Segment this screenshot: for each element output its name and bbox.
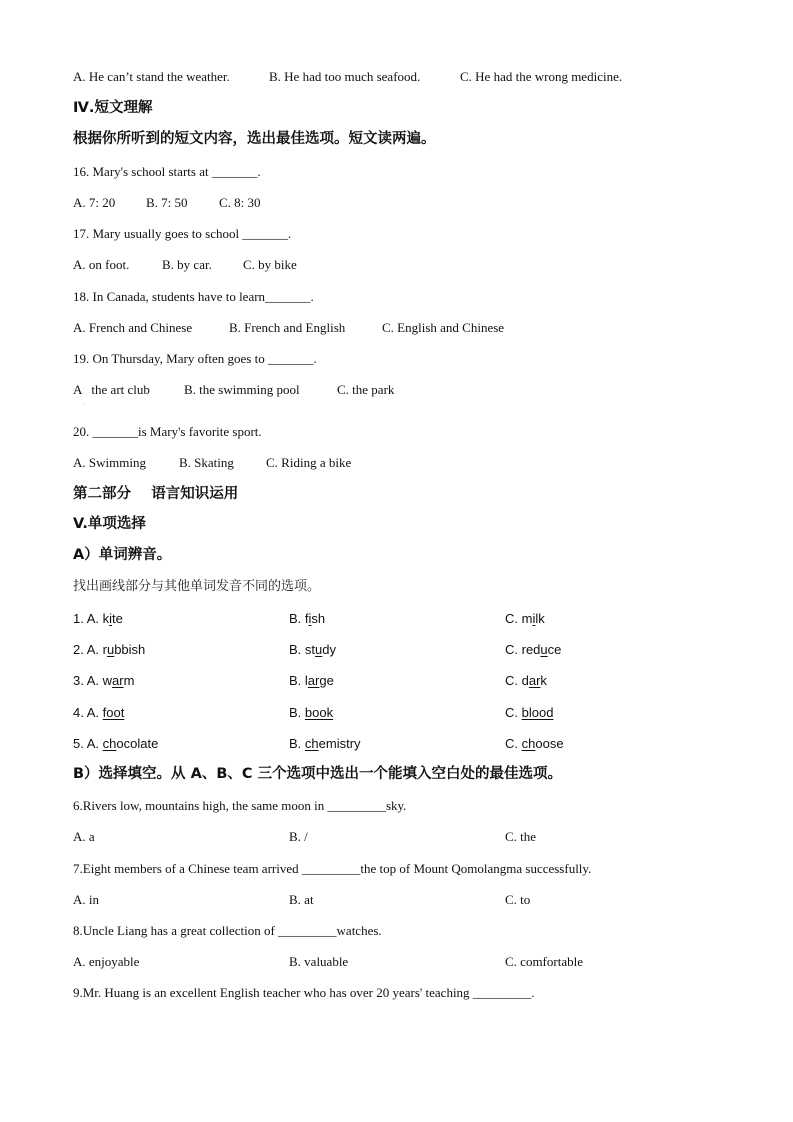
sub-a-instruction: 找出画线部分与其他单词发音不同的选项。 — [73, 579, 321, 594]
q16-option-c: C. 8: 30 — [219, 195, 261, 210]
stray-dot: . — [84, 401, 86, 407]
q20-option-b: B. Skating — [179, 455, 234, 470]
q15-option-a: A. He can’t stand the weather. — [73, 69, 230, 84]
q19-option-a: A the art club — [73, 382, 150, 397]
phonetics-4-c: C. blood — [505, 705, 554, 720]
q20-option-a: A. Swimming — [73, 455, 146, 470]
question-8-stem: 8.Uncle Liang has a great collection of _________watches. — [73, 923, 382, 938]
q8-option-c: C. comfortable — [505, 954, 583, 969]
question-19-stem: 19. On Thursday, Mary often goes to _______. — [73, 351, 317, 366]
q17-option-c: C. by bike — [243, 257, 297, 272]
question-6-stem: 6.Rivers low, mountains high, the same moon in _________sky. — [73, 798, 407, 813]
q18-option-b: B. French and English — [229, 320, 346, 335]
q6-option-b: B. / — [289, 829, 308, 844]
phonetics-2-b: B. study — [289, 642, 336, 657]
q16-option-a: A. 7: 20 — [73, 195, 116, 210]
q15-option-c: C. He had the wrong medicine. — [460, 69, 623, 84]
q7-option-b: B. at — [289, 892, 314, 907]
sub-b-title: B）选择填空。从 A、B、C 三个选项中选出一个能填入空白处的最佳选项。 — [73, 766, 563, 782]
question-20-stem: 20. _______is Mary's favorite sport. — [73, 424, 262, 439]
phonetics-4-a: 4. A. foot — [73, 705, 125, 720]
q18-option-c: C. English and Chinese — [382, 320, 505, 335]
phonetics-2-c: C. reduce — [505, 642, 562, 657]
q7-option-a: A. in — [73, 892, 99, 907]
q15-option-b: B. He had too much seafood. — [269, 69, 421, 84]
q19-option-b: B. the swimming pool — [184, 382, 300, 397]
q8-option-a: A. enjoyable — [73, 954, 140, 969]
q6-option-a: A. a — [73, 829, 95, 844]
phonetics-3-b: B. large — [289, 673, 334, 688]
phonetics-3-c: C. dark — [505, 673, 547, 688]
sub-a-title: A）单词辨音。 — [73, 547, 172, 563]
phonetics-5-c: C. choose — [505, 736, 564, 751]
phonetics-3-a: 3. A. warm — [73, 673, 135, 688]
phonetics-2-a: 2. A. rubbish — [73, 642, 146, 657]
q20-option-c: C. Riding a bike — [266, 455, 352, 470]
question-18-stem: 18. In Canada, students have to learn_______. — [73, 289, 314, 304]
phonetics-1-a: 1. A. kite — [73, 611, 123, 626]
section-4-title: Ⅳ.短文理解 — [73, 100, 153, 116]
phonetics-5-b: B. chemistry — [289, 736, 361, 751]
q8-option-b: B. valuable — [289, 954, 349, 969]
phonetics-1-c: C. milk — [505, 611, 545, 626]
phonetics-1-b: B. fish — [289, 611, 326, 626]
question-17-stem: 17. Mary usually goes to school _______. — [73, 226, 292, 241]
phonetics-row-3 — [0, 673, 793, 689]
phonetics-row-4 — [0, 705, 793, 721]
q18-option-a: A. French and Chinese — [73, 320, 193, 335]
phonetics-row-5 — [0, 736, 793, 752]
phonetics-row-2 — [0, 642, 793, 658]
q19-option-c: C. the park — [337, 382, 395, 397]
q6-option-c: C. the — [505, 829, 537, 844]
phonetics-row-1 — [0, 611, 793, 627]
section-5-title: V.单项选择 — [73, 516, 146, 532]
phonetics-5-a: 5. A. chocolate — [73, 736, 159, 751]
q17-option-a: A. on foot. — [73, 257, 130, 272]
phonetics-4-b: B. book — [289, 705, 334, 720]
question-9-stem: 9.Mr. Huang is an excellent English teacher who has over 20 years' teaching _________. — [73, 985, 535, 1000]
q17-option-b: B. by car. — [162, 257, 212, 272]
part-2-title: 第二部分 语言知识运用 — [73, 486, 239, 502]
question-16-stem: 16. Mary's school starts at _______. — [73, 164, 261, 179]
q7-option-c: C. to — [505, 892, 531, 907]
section-4-instruction: 根据你所听到的短文内容，选出最佳选项。短文读两遍。 — [73, 131, 436, 147]
q16-option-b: B. 7: 50 — [146, 195, 188, 210]
question-7-stem: 7.Eight members of a Chinese team arrived _________the top of Mount Qomolangma successfully. — [73, 861, 592, 876]
